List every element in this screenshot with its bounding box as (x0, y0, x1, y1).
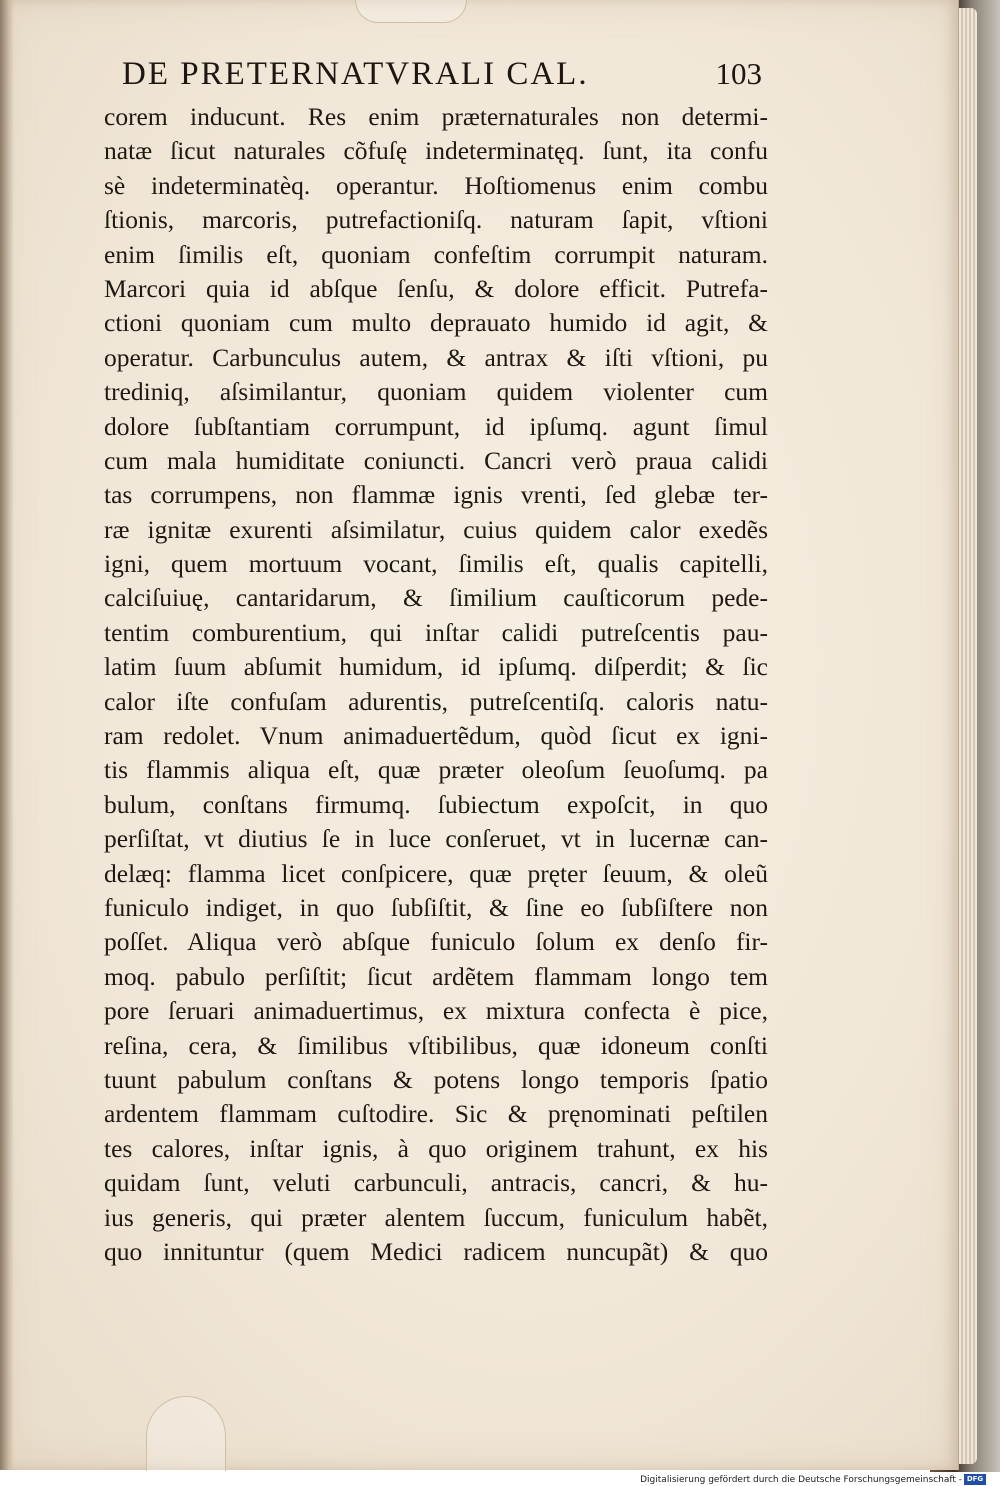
running-head (122, 52, 762, 96)
text-line: cum mala humiditate coniuncti. Cancri verò praua calidi (104, 445, 768, 475)
text-line: sè indeterminatèq. operantur. Hoſtiomenus enim combu (104, 170, 768, 200)
text-line: ardentem flammam cuſtodire. Sic & pręnominati peſtilen (104, 1099, 768, 1129)
text-line: ſtionis, marcoris, putrefactioniſq. naturam ſapit, vſtioni (104, 205, 768, 235)
text-line: pore ſeruari animaduertimus, ex mixtura confecta è pice, (104, 996, 768, 1026)
text-line: quo innituntur (quem Medici radicem nuncupãt) & quo (104, 1236, 768, 1266)
text-line: poſſet. Aliqua verò abſque funiculo ſolum ex denſo fir- (104, 927, 768, 957)
text-line: tes calores, inſtar ignis, à quo originem trahunt, ex his (104, 1133, 768, 1163)
text-line: funiculo indiget, in quo ſubſiſtit, & ſine eo ſubſiſtere non (104, 892, 768, 922)
text-line: tas corrumpens, non flammæ ignis vrenti, ſed glebæ ter- (104, 480, 768, 510)
text-line: corem inducunt. Res enim præternaturales non determi- (104, 102, 768, 131)
text-line: moq. pabulo perſiſtit; ſicut ardẽtem flammam longo tem (104, 961, 768, 991)
text-line: ius generis, qui præter alentem ſuccum, funiculum habẽt, (104, 1202, 768, 1232)
bottom-tab-mark (146, 1396, 226, 1471)
text-line: calor iſte confuſam adurentis, putreſcentiſq. caloris natu- (104, 686, 768, 716)
dfg-logo: DFG (964, 1474, 986, 1485)
body-text (104, 100, 768, 1269)
text-line: tuunt pabulum conſtans & potens longo temporis ſpatio (104, 1064, 768, 1094)
text-line: dolore ſubſtantiam corrumpunt, id ipſumq. agunt ſimul (104, 411, 768, 441)
text-line: ræ ignitæ exurenti aſsimilatur, cuius quidem calor exedẽs (104, 514, 768, 544)
page-gutter-shadow (0, 0, 14, 1470)
text-line: bulum, conſtans firmumq. ſubiectum expoſcit, in quo (104, 789, 768, 819)
text-line: tentim comburentium, qui inſtar calidi putreſcentis pau- (104, 617, 768, 647)
text-line: tis flammis aliqua eſt, quæ præter oleoſum ſeuoſumq. pa (104, 755, 768, 785)
text-line: natæ ſicut naturales cõfuſę indeterminatęq. ſunt, ita confu (104, 136, 768, 166)
text-line: enim ſimilis eſt, quoniam confeſtim corrumpit naturam. (104, 239, 768, 269)
running-head-title: DE PRETERNATVRALI CAL. (122, 56, 589, 92)
digitization-credit: Digitalisierung gefördert durch die Deutsche Forschungsgemeinschaft - (640, 1475, 962, 1485)
text-line: ctioni quoniam cum multo deprauato humido id agit, & (104, 308, 768, 338)
page-number: 103 (715, 56, 762, 91)
text-line: calciſuiuę, cantaridarum, & ſimilium cauſticorum pede- (104, 583, 768, 613)
text-line: igni, quem mortuum vocant, ſimilis eſt, qualis capitelli, (104, 549, 768, 579)
text-line: ram redolet. Vnum animaduertẽdum, quòd ſicut ex igni- (104, 721, 768, 751)
text-line: latim ſuum abſumit humidum, id ipſumq. diſperdit; & ſic (104, 652, 768, 682)
text-line: reſina, cera, & ſimilibus vſtibilibus, quæ idoneum conſti (104, 1030, 768, 1060)
text-line: perſiſtat, vt diutius ſe in luce conſeruet, vt in lucernæ can- (104, 824, 768, 854)
text-line: delæq: flamma licet conſpicere, quæ pręter ſeuum, & oleũ (104, 858, 768, 888)
text-line: Marcori quia id abſque ſenſu, & dolore efficit. Putrefa- (104, 273, 768, 303)
text-line: trediniq, aſsimilantur, quoniam quidem violenter cum (104, 377, 768, 407)
text-line: quidam ſunt, veluti carbunculi, antracis, cancri, & hu- (104, 1168, 768, 1198)
top-tab-mark (355, 0, 467, 23)
text-line: operatur. Carbunculus autem, & antrax & iſti vſtioni, pu (104, 342, 768, 372)
